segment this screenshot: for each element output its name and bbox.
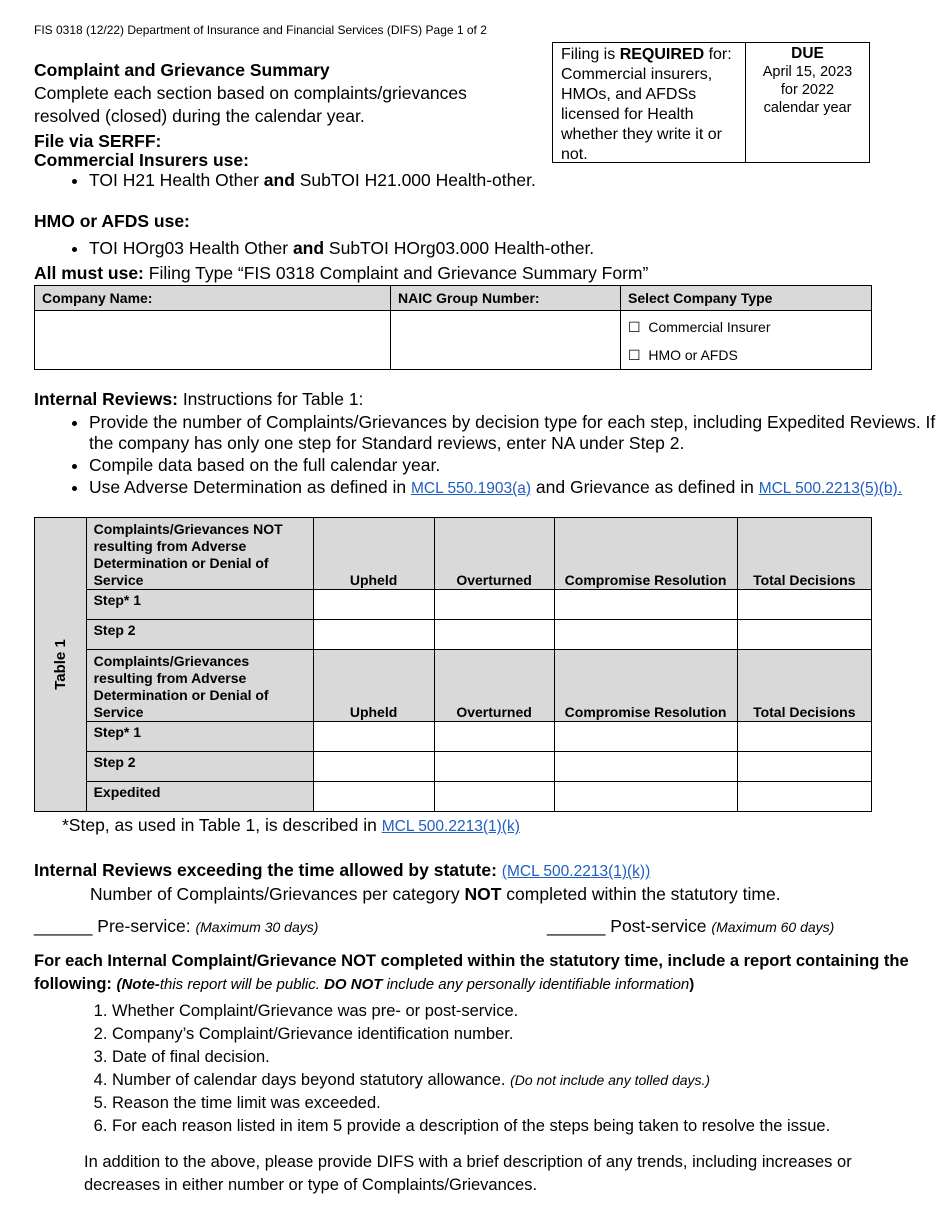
instruction-1: • Provide the number of Complaints/Grievances by decision type for each step, including Expedited Reviews. If the company has only one step for Standard reviews, enter NA under Step 2. xyxy=(89,412,950,454)
mcl-500-2213-5b-link[interactable]: MCL 500.2213(5)(b). xyxy=(758,480,903,497)
table-1-side-label: Table 1 xyxy=(35,518,87,812)
due-date: April 15, 2023 xyxy=(762,64,853,80)
col-total: Total Decisions xyxy=(737,518,871,590)
step-footnote: *Step, as used in Table 1, is described in MCL 500.2213(1)(k) xyxy=(62,815,520,835)
hmo-afds-option[interactable]: ☐ HMO or AFDS xyxy=(628,347,738,363)
table-cell[interactable] xyxy=(313,620,434,650)
internal-reviews-heading: Internal Reviews: Instructions for Table 1: xyxy=(34,389,364,409)
table-cell[interactable] xyxy=(434,590,554,620)
table-cell[interactable] xyxy=(434,752,554,782)
mcl-550-1903a-link[interactable]: MCL 550.1903(a) xyxy=(410,480,532,497)
list-item: 6. For each reason listed in item 5 provide a description of the steps being taken to resolve the issue. xyxy=(112,1115,830,1138)
commercial-toi: • TOI H21 Health Other and SubTOI H21.000 Health-other. xyxy=(89,172,549,189)
col-upheld: Upheld xyxy=(313,650,434,722)
pre-service-input[interactable]: ______ xyxy=(34,916,93,936)
table-cell[interactable] xyxy=(554,752,737,782)
section-adverse-header: Complaints/Grievances resulting from Adverse Determination or Denial of Service xyxy=(86,650,313,722)
col-upheld: Upheld xyxy=(313,518,434,590)
table-cell[interactable] xyxy=(737,782,871,812)
table-cell[interactable] xyxy=(313,752,434,782)
file-via-serff: File via SERFF: xyxy=(34,131,162,151)
table-cell[interactable] xyxy=(554,620,737,650)
commercial-heading: Commercial Insurers use: xyxy=(34,150,249,170)
due-period: calendar year xyxy=(763,100,852,116)
table-cell[interactable] xyxy=(554,782,737,812)
company-name-header: Company Name: xyxy=(35,286,391,311)
due-date-cell xyxy=(746,43,869,162)
all-must-use: All must use: Filing Type “FIS 0318 Complaint and Grievance Summary Form” xyxy=(34,263,649,283)
internal-instructions xyxy=(34,412,950,499)
col-total: Total Decisions xyxy=(737,650,871,722)
list-item: 4. Number of calendar days beyond statutory allowance. (Do not include any tolled days.) xyxy=(112,1069,830,1092)
report-items xyxy=(84,1000,830,1138)
row-step1: Step* 1 xyxy=(86,722,313,752)
row-step2: Step 2 xyxy=(86,752,313,782)
report-footer: In addition to the above, please provide DIFS with a brief description of any trends, including increases or decreases in either number or type of Complaints/Grievances. xyxy=(84,1153,852,1194)
table-cell[interactable] xyxy=(434,620,554,650)
filing-required-note: Filing is REQUIRED for: Commercial insurers, HMOs, and AFDSs licensed for Health whether they write it or not. xyxy=(553,43,746,162)
table-cell[interactable] xyxy=(313,590,434,620)
table-cell[interactable] xyxy=(313,782,434,812)
row-expedited: Expedited xyxy=(86,782,313,812)
checkbox-icon[interactable]: ☐ xyxy=(628,319,641,335)
col-compromise: Compromise Resolution xyxy=(554,518,737,590)
instruction-2: • Compile data based on the full calendar year. xyxy=(89,454,950,477)
post-service-line: ______ Post-service (Maximum 60 days) xyxy=(547,916,835,936)
company-info-table xyxy=(34,285,872,370)
company-type-header: Select Company Type xyxy=(621,286,872,311)
col-compromise: Compromise Resolution xyxy=(554,650,737,722)
table-cell[interactable] xyxy=(737,722,871,752)
table-cell[interactable] xyxy=(737,590,871,620)
list-item: 5. Reason the time limit was exceeded. xyxy=(112,1092,830,1115)
table-cell[interactable] xyxy=(737,752,871,782)
section-not-adverse-header: Complaints/Grievances NOT resulting from Adverse Determination or Denial of Service xyxy=(86,518,313,590)
exceeding-count-line: Number of Complaints/Grievances per category NOT completed within the statutory time. xyxy=(90,884,781,904)
hmo-list xyxy=(34,238,789,258)
form-header: FIS 0318 (12/22) Department of Insurance and Financial Services (DIFS) Page 1 of 2 xyxy=(34,23,487,37)
table-1 xyxy=(34,517,872,812)
table-cell[interactable] xyxy=(554,722,737,752)
list-item: 1. Whether Complaint/Grievance was pre- or post-service. xyxy=(112,1000,830,1023)
list-item: 2. Company’s Complaint/Grievance identification number. xyxy=(112,1023,830,1046)
page-title: Complaint and Grievance Summary xyxy=(34,60,330,80)
mcl-500-2213-1k-link[interactable]: MCL 500.2213(1)(k) xyxy=(381,818,520,835)
table-cell[interactable] xyxy=(434,722,554,752)
table-cell[interactable] xyxy=(434,782,554,812)
naic-group-field[interactable] xyxy=(391,311,621,370)
report-heading: For each Internal Complaint/Grievance NOT completed within the statutory time, include a report containing the following: (Note-this report will be public. DO NOT include any personally identifiable information) xyxy=(34,952,909,993)
naic-group-header: NAIC Group Number: xyxy=(391,286,621,311)
col-overturned: Overturned xyxy=(434,518,554,590)
exceeding-heading: Internal Reviews exceeding the time allowed by statute: (MCL 500.2213(1)(k)) xyxy=(34,860,651,880)
instruction-3: • Use Adverse Determination as defined in MCL 550.1903(a) and Grievance as defined in MCL 500.2213(5)(b). xyxy=(89,477,950,499)
due-title: DUE xyxy=(791,45,824,62)
company-name-field[interactable] xyxy=(35,311,391,370)
table-cell[interactable] xyxy=(554,590,737,620)
commercial-insurer-option[interactable]: ☐ Commercial Insurer xyxy=(628,319,771,335)
col-overturned: Overturned xyxy=(434,650,554,722)
hmo-heading: HMO or AFDS use: xyxy=(34,211,190,231)
mcl-500-2213-1k-link-2[interactable]: (MCL 500.2213(1)(k)) xyxy=(501,863,651,880)
row-step2: Step 2 xyxy=(86,620,313,650)
checkbox-icon[interactable]: ☐ xyxy=(628,347,641,363)
due-for: for 2022 xyxy=(780,82,835,98)
hmo-toi: • TOI HOrg03 Health Other and SubTOI HOrg03.000 Health-other. xyxy=(89,238,789,258)
pre-service-line: ______ Pre-service: (Maximum 30 days) xyxy=(34,916,319,936)
post-service-input[interactable]: ______ xyxy=(547,916,606,936)
page-subtitle: Complete each section based on complaints/grievances resolved (closed) during the calendar year. xyxy=(34,83,467,126)
row-step1: Step* 1 xyxy=(86,590,313,620)
list-item: 3. Date of final decision. xyxy=(112,1046,830,1069)
table-cell[interactable] xyxy=(737,620,871,650)
due-box xyxy=(552,42,870,163)
commercial-list xyxy=(34,172,549,189)
table-cell[interactable] xyxy=(313,722,434,752)
